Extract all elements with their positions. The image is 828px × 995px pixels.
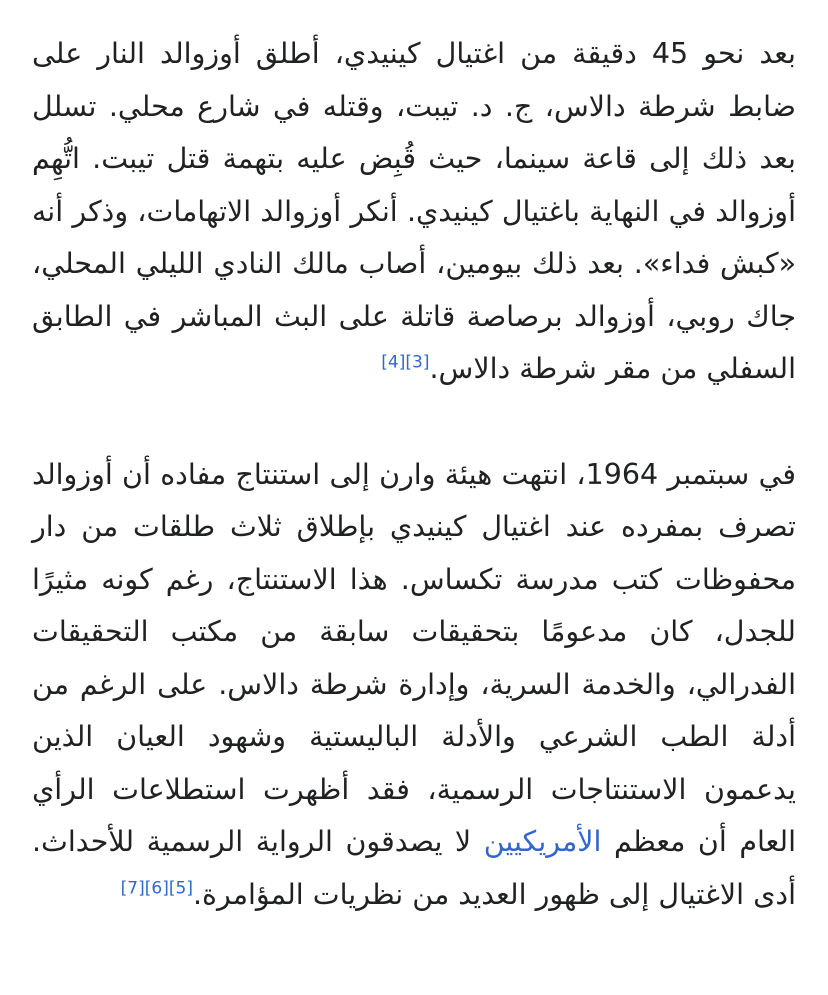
paragraph-warren-commission	[32, 449, 796, 922]
americans-link[interactable]: الأمريكيين	[483, 825, 602, 858]
paragraph-oswald-arrest	[32, 28, 796, 396]
citation-link[interactable]: [6]	[144, 878, 169, 898]
paragraph-text: بعد نحو 45 دقيقة من اغتيال كينيدي، أطلق أوزوالد النار على ضابط شرطة دالاس، ج. د. تيبت، وقتله في شارع محلي. تسلل بعد ذلك إلى قاعة سينما، حيث قُبِض عليه بتهمة قتل تيبت. اتُّهِم أوزوالد في النهاية باغتيال كينيدي. أنكر أوزوالد الاتهامات، وذكر أنه «كبش فداء». بعد ذلك بيومين، أصاب مالك النادي الليلي المحلي، جاك روبي، أوزوالد برصاصة قاتلة على البث المباشر في الطابق السفلي من مقر شرطة دالاس.	[32, 37, 796, 385]
paragraph-text: لا يصدقون الرواية الرسمية للأحداث. أدى الاغتيال إلى ظهور العديد من نظريات المؤامرة.	[32, 825, 796, 911]
citation-link[interactable]: [3]	[405, 352, 430, 373]
citation-link[interactable]: [4]	[381, 352, 406, 373]
paragraph-text: في سبتمبر 1964، انتهت هيئة وارن إلى استنتاج مفاده أن أوزوالد تصرف بمفرده عند اغتيال كينيدي بإطلاق ثلاث طلقات من دار محفوظات كتب مدرسة تكساس. هذا الاستنتاج، رغم كونه مثيرًا للجدل، كان مدعومًا بتحقيقات سابقة من مكتب التحقيقات الفدرالي، والخدمة السرية، وإدارة شرطة دالاس. على الرغم من أدلة الطب الشرعي والأدلة الباليستية وشهود العيان الذين يدعمون الاستنتاجات الرسمية، فقد أظهرت استطلاعات الرأي العام أن معظم	[32, 457, 796, 858]
citation-link[interactable]: [5]	[168, 878, 193, 898]
citation-link[interactable]: [7]	[120, 878, 145, 898]
